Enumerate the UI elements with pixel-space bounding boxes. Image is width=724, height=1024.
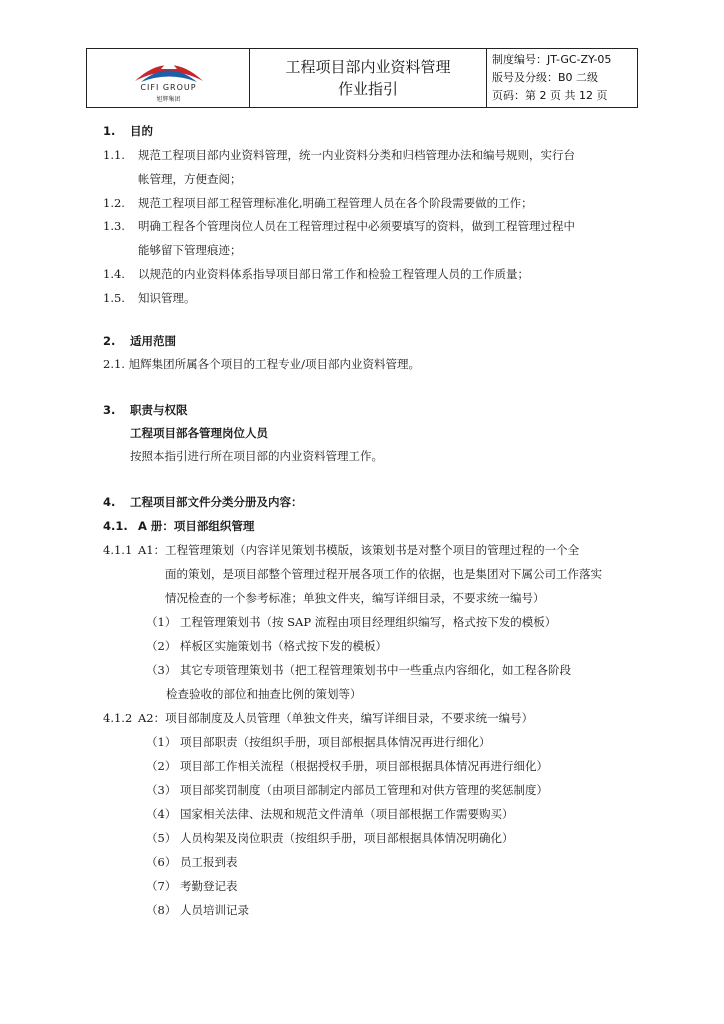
a1-item-2-number: （2）: [146, 639, 177, 653]
title-cell: [250, 49, 487, 107]
meta-cell: [487, 49, 637, 107]
section-3-text: 按照本指引进行所在项目部的内业资料管理工作。: [130, 449, 383, 463]
a2-item-4-number: （4）: [146, 807, 177, 821]
section-4-1-number: 4.1.: [103, 519, 128, 533]
a1-item-3-line2: 检查验收的部位和抽查比例的策划等）: [166, 687, 362, 701]
a2-item-8-text: 人员培训记录: [180, 903, 249, 917]
a2-item-8-number: （8）: [146, 903, 177, 917]
a2-item-2-text: 项目部工作相关流程（根据授权手册，项目部根据具体情况再进行细化）: [180, 759, 548, 773]
section-1-title: 目的: [130, 124, 153, 138]
item-4-1-1-number: 4.1.1: [103, 543, 133, 557]
item-1-1-line2: 帐管理，方便查阅；: [138, 172, 242, 186]
item-1-1-line1: 规范工程项目部内业资料管理，统一内业资料分类和归档管理办法和编号规则，实行台: [138, 148, 575, 162]
doc-title-line2: 作业指引: [337, 80, 398, 98]
doc-version: 版号及分级：B0 二级: [492, 71, 599, 84]
a2-item-7-text: 考勤登记表: [180, 879, 238, 893]
item-1-5-line1: 知识管理。: [138, 291, 196, 305]
item-4-1-1-line3: 情况检查的一个参考标准；单独文件夹，编写详细目录，不要求统一编号）: [165, 591, 545, 605]
a2-item-3-number: （3）: [146, 783, 177, 797]
a1-item-3-number: （3）: [146, 663, 177, 677]
item-1-2-line1: 规范工程项目部工程管理标准化,明确工程管理人员在各个阶段需要做的工作；: [138, 196, 533, 210]
doc-title-line1: 工程项目部内业资料管理: [285, 58, 451, 76]
item-1-3-number: 1.3.: [103, 219, 125, 233]
doc-number: 制度编号：JT-GC-ZY-05: [492, 53, 612, 66]
a2-item-5-text: 人员构架及岗位职责（按组织手册，项目部根据具体情况明确化）: [180, 831, 514, 845]
a2-item-6-text: 员工报到表: [180, 855, 238, 869]
item-1-3-line2: 能够留下管理痕迹；: [138, 243, 242, 257]
section-2-title: 适用范围: [130, 334, 176, 348]
item-1-2-number: 1.2.: [103, 196, 125, 210]
page-info: 页码：第 2 页 共 12 页: [492, 89, 608, 102]
logo-cell: [87, 49, 250, 107]
section-4-title: 工程项目部文件分类分册及内容：: [130, 495, 303, 509]
item-4-1-1-line1: A1：工程管理策划（内容详见策划书模版，该策划书是对整个项目的管理过程的一个全: [138, 543, 580, 557]
a1-item-2-text: 样板区实施策划书（格式按下发的模板）: [180, 639, 387, 653]
a2-item-3-text: 项目部奖罚制度（由项目部制定内部员工管理和对供方管理的奖惩制度）: [180, 783, 548, 797]
a2-item-1-number: （1）: [146, 735, 177, 749]
section-3-number: 3.: [103, 403, 116, 417]
a2-item-4-text: 国家相关法律、法规和规范文件清单（项目部根据工作需要购买）: [180, 807, 514, 821]
document-header: [86, 48, 638, 108]
item-1-4-number: 1.4.: [103, 267, 125, 281]
a2-item-5-number: （5）: [146, 831, 177, 845]
section-4-number: 4.: [103, 495, 116, 509]
item-4-1-2-number: 4.1.2: [103, 711, 133, 725]
section-3-subtitle: 工程项目部各管理岗位人员: [130, 426, 268, 440]
a2-item-7-number: （7）: [146, 879, 177, 893]
section-3-title: 职责与权限: [130, 403, 188, 417]
item-1-1-number: 1.1.: [103, 148, 125, 162]
logo-text-cn: 旭辉集团: [156, 96, 181, 103]
a2-item-6-number: （6）: [146, 855, 177, 869]
item-4-1-1-line2: 面的策划，是项目部整个管理过程开展各项工作的依据，也是集团对下属公司工作落实: [165, 567, 602, 581]
a2-item-2-number: （2）: [146, 759, 177, 773]
section-4-1-title: A 册：项目部组织管理: [138, 519, 255, 533]
item-1-5-number: 1.5.: [103, 291, 125, 305]
a1-item-3-line1: 其它专项管理策划书（把工程管理策划书中一些重点内容细化，如工程各阶段: [180, 663, 571, 677]
a1-item-1-number: （1）: [146, 615, 177, 629]
section-1-number: 1.: [103, 124, 116, 138]
cifi-logo-icon: [131, 55, 207, 83]
a1-item-1-text: 工程管理策划书（按 SAP 流程由项目经理组织编写，格式按下发的模板）: [180, 615, 557, 629]
a2-item-1-text: 项目部职责（按组织手册，项目部根据具体情况再进行细化）: [180, 735, 491, 749]
item-1-3-line1: 明确工程各个管理岗位人员在工程管理过程中必须要填写的资料，做到工程管理过程中: [138, 219, 575, 233]
item-2-1-text: 2.1. 旭辉集团所属各个项目的工程专业/项目部内业资料管理。: [103, 357, 420, 371]
section-2-number: 2.: [103, 334, 116, 348]
item-4-1-2-line: A2：项目部制度及人员管理（单独文件夹，编写详细目录，不要求统一编号）: [138, 711, 534, 725]
logo-text-en: CIFI GROUP: [140, 83, 197, 92]
item-1-4-line1: 以规范的内业资料体系指导项目部日常工作和检验工程管理人员的工作质量；: [138, 267, 529, 281]
